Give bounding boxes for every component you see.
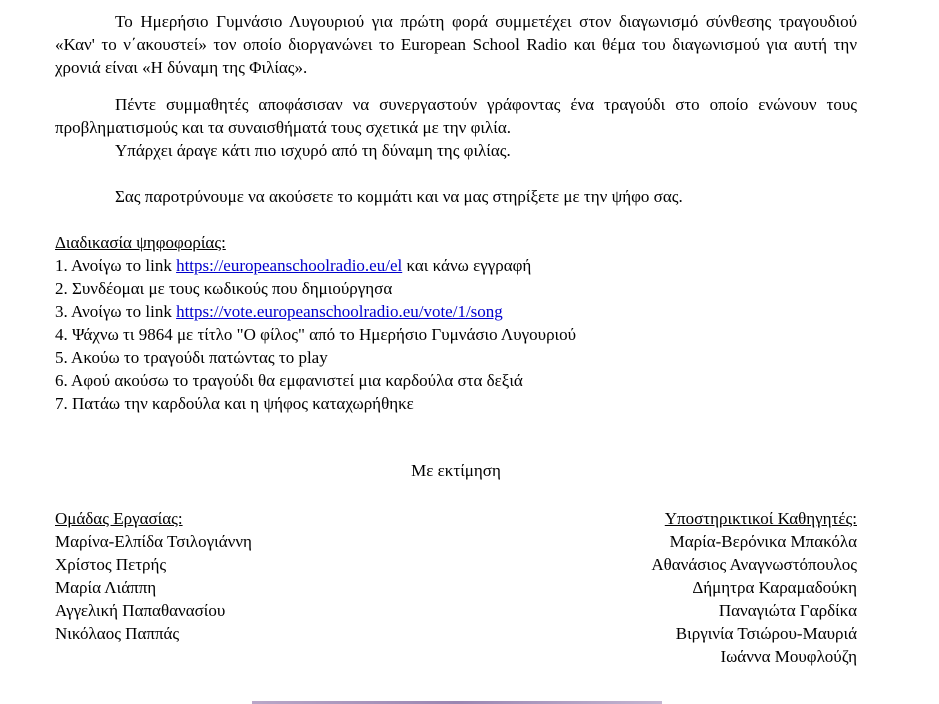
step-text: 5. Ακούω το τραγούδι πατώντας το play xyxy=(55,348,328,367)
step-text: 6. Αφού ακούσω το τραγούδι θα εμφανιστεί μια καρδούλα στα δεξιά xyxy=(55,371,523,390)
team-member: Χρίστος Πετρής xyxy=(55,555,167,574)
team-member: Νικόλαος Παππάς xyxy=(55,624,180,643)
register-link[interactable]: https://europeanschoolradio.eu/el xyxy=(176,256,403,275)
vote-link[interactable]: https://vote.europeanschoolradio.eu/vote/1/song xyxy=(176,302,503,321)
teachers-column xyxy=(651,507,857,668)
step-text: 4. Ψάχνω τι 9864 με τίτλο "Ο φίλος" από το Ημερήσιο Γυμνάσιο Λυγουριού xyxy=(55,325,577,344)
step-text: 1. Ανοίγω το link xyxy=(55,256,177,275)
teacher-name: Ιωάννα Μουφλούζη xyxy=(720,647,857,666)
voting-procedure-heading: Διαδικασία ψηφοφορίας: xyxy=(55,233,226,252)
friendship-question-paragraph: Υπάρχει άραγε κάτι πιο ισχυρό από τη δύναμη της φιλίας. xyxy=(115,141,511,160)
teacher-name: Βιργινία Τσιώρου-Μαυριά xyxy=(675,624,857,643)
voting-step-7 xyxy=(55,392,576,415)
teacher-name: Αθανάσιος Αναγνωστόπουλος xyxy=(651,555,857,574)
voting-step-3 xyxy=(55,300,576,323)
team-member: Αγγελική Παπαθανασίου xyxy=(55,601,226,620)
teacher-name: Παναγιώτα Γαρδίκα xyxy=(718,601,857,620)
teacher-name: Δήμητρα Καραμαδούκη xyxy=(692,578,857,597)
voting-step-6 xyxy=(55,369,576,392)
intro-paragraph: Το Ημερήσιο Γυμνάσιο Λυγουριού για πρώτη φορά συμμετέχει στον διαγωνισμό σύνθεσης τραγουδιού «Καν' το ν΄ακουστεί» τον οποίο διοργανώνει το European School Radio και θέμα του διαγωνισμού για αυτή την χρονιά είναι «Η δύναμη της Φιλίας». xyxy=(55,12,857,77)
students-paragraph: Πέντε συμμαθητές αποφάσισαν να συνεργαστούν γράφοντας ένα τραγούδι στο οποίο ενώνουν τους προβληματισμούς και τα συναισθήματά τους σχετικά με την φιλία. xyxy=(55,95,857,137)
teacher-name: Μαρία-Βερόνικα Μπακόλα xyxy=(669,532,857,551)
teachers-title: Υποστηρικτικοί Καθηγητές: xyxy=(664,509,857,528)
step-text: και κάνω εγγραφή xyxy=(402,256,532,275)
voting-steps-list xyxy=(55,254,576,415)
team-column xyxy=(55,507,252,645)
step-text: 3. Ανοίγω το link xyxy=(55,302,177,321)
voting-step-1 xyxy=(55,254,576,277)
team-member: Μαρία Λιάππη xyxy=(55,578,157,597)
voting-step-5 xyxy=(55,346,576,369)
voting-step-2 xyxy=(55,277,576,300)
step-text: 7. Πατάω την καρδούλα και η ψήφος καταχωρήθηκε xyxy=(55,394,414,413)
team-member: Μαρίνα-Ελπίδα Τσιλογιάννη xyxy=(55,532,252,551)
step-text: 2. Συνδέομαι με τους κωδικούς που δημιούργησα xyxy=(55,279,393,298)
closing-regards: Με εκτίμηση xyxy=(411,461,501,480)
voting-step-4 xyxy=(55,323,576,346)
team-title: Ομάδας Εργασίας: xyxy=(55,509,183,528)
call-to-vote-paragraph: Σας παροτρύνουμε να ακούσετε το κομμάτι και να μας στηρίξετε με την ψήφο σας. xyxy=(115,187,683,206)
